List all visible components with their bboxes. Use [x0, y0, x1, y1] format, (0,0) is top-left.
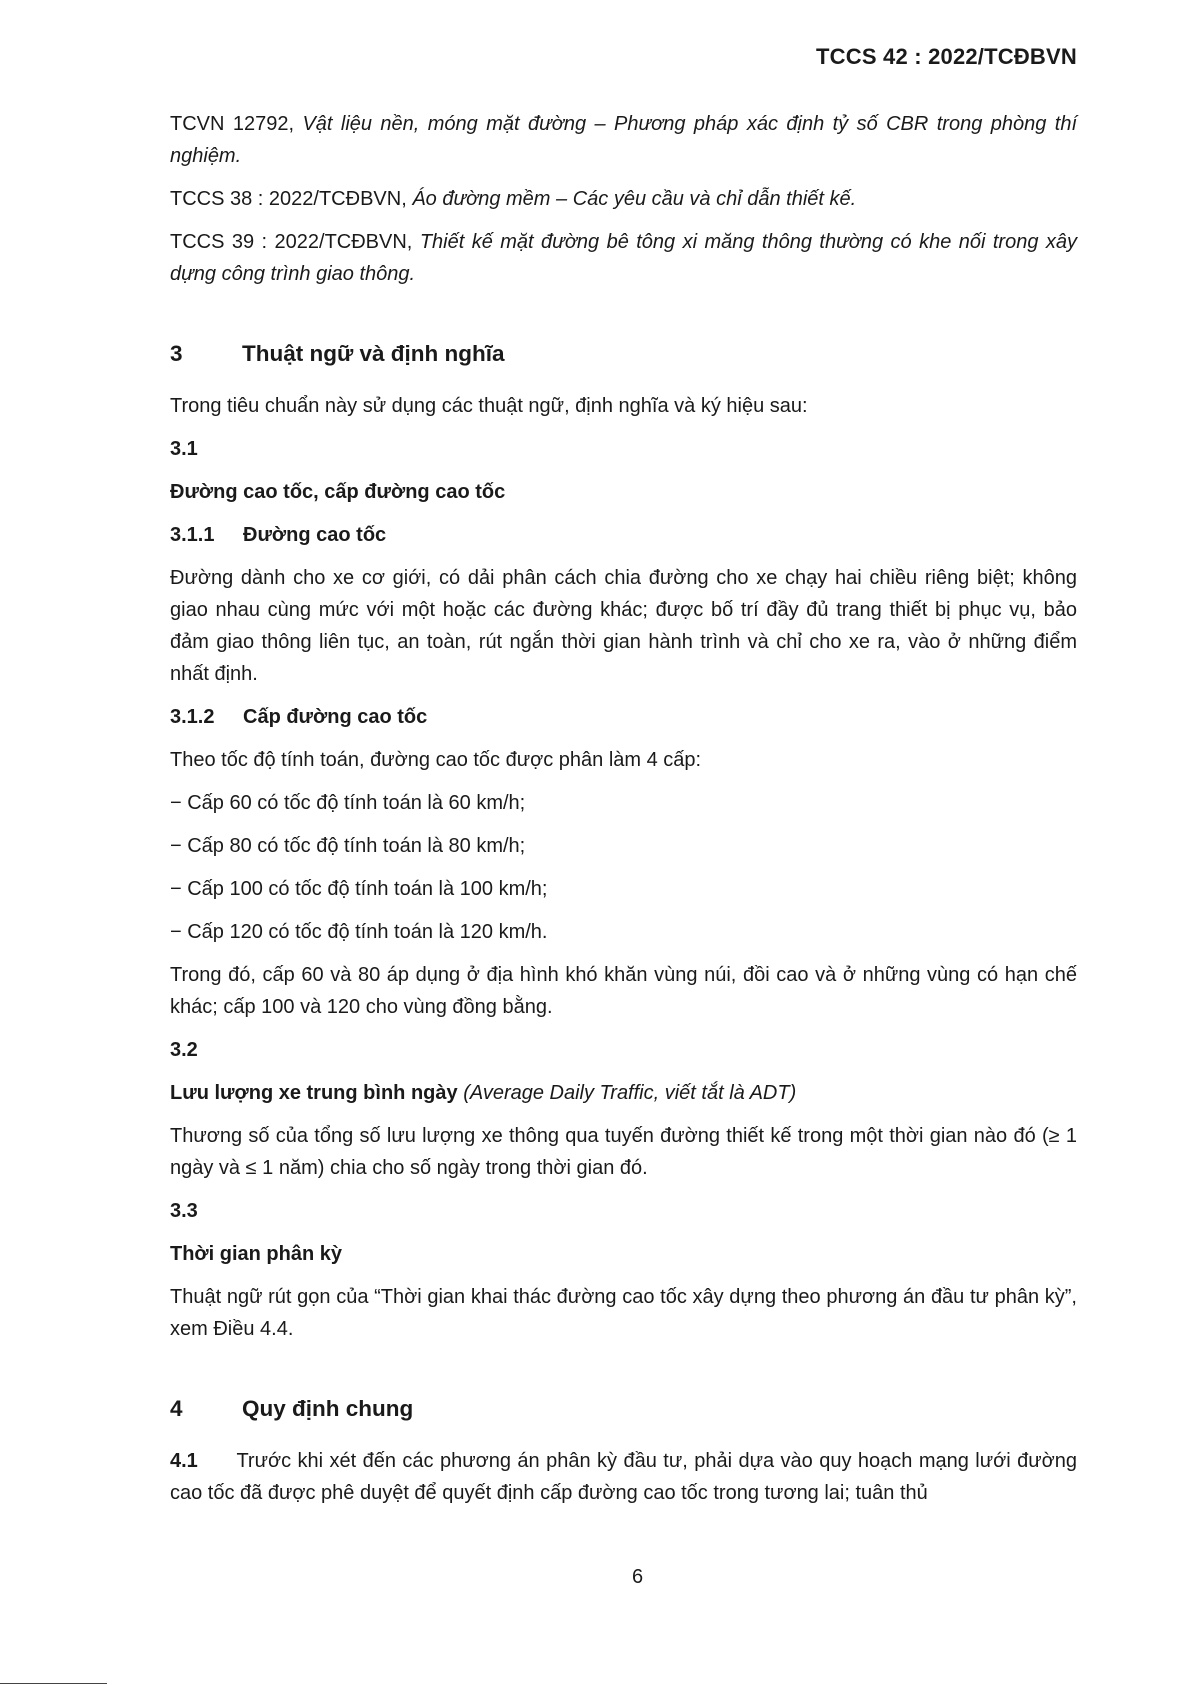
- clause-3-3-title: Thời gian phân kỳ: [170, 1243, 343, 1265]
- reference-code: TCCS 38 : 2022/TCĐBVN,: [170, 188, 407, 210]
- reference-code: TCCS 39 : 2022/TCĐBVN,: [170, 231, 413, 253]
- clause-3-1-2-note: Trong đó, cấp 60 và 80 áp dụng ở địa hình khó khăn vùng núi, đồi cao và ở những vùng có hạn chế khác; cấp 100 và 120 cho vùng đồng bằng.: [170, 964, 1077, 1018]
- reference-item: [170, 183, 1077, 215]
- document-code-header: TCCS 42 : 2022/TCĐBVN: [816, 44, 1077, 69]
- reference-title: Thiết kế mặt đường bê tông xi măng thông thường có khe nối trong xây dựng công trình giao thông.: [170, 231, 1078, 285]
- reference-title: Vật liệu nền, móng mặt đường – Phương pháp xác định tỷ số CBR trong phòng thí nghiệm.: [170, 113, 1078, 167]
- section-4-heading: [170, 1393, 1077, 1425]
- reference-item: [170, 108, 1077, 172]
- list-item: − Cấp 60 có tốc độ tính toán là 60 km/h;: [170, 792, 526, 814]
- reference-item: [170, 226, 1077, 290]
- list-item: − Cấp 120 có tốc độ tính toán là 120 km/h.: [170, 921, 548, 943]
- section-title: Thuật ngữ và định nghĩa: [242, 341, 505, 366]
- clause-4-1: [170, 1445, 1077, 1509]
- reference-code: TCVN 12792,: [170, 113, 295, 135]
- clause-3-1-1-text: Đường dành cho xe cơ giới, có dải phân cách chia đường cho xe chạy hai chiều riêng biệt; không giao nhau cùng mức với một hoặc các đường khác; được bố trí đầy đủ trang thiết bị phục vụ, bảo đảm giao thông liên tục, an toàn, rút ngắn thời gian hành trình và chỉ cho xe ra, vào ở những điểm nhất định.: [170, 567, 1077, 685]
- page-content: [170, 108, 1077, 1509]
- term-title: Lưu lượng xe trung bình ngày: [170, 1082, 458, 1104]
- clause-3-3-text: Thuật ngữ rút gọn của “Thời gian khai thác đường cao tốc xây dựng theo phương án đầu tư phân kỳ”, xem Điều 4.4.: [170, 1286, 1077, 1340]
- footer-divider: [0, 1683, 107, 1684]
- clause-3-1-2-heading: [170, 701, 1077, 733]
- section-number: 4: [170, 1396, 183, 1421]
- page-number: 6: [631, 1566, 644, 1588]
- section-3-heading: [170, 338, 1077, 370]
- term-english: (Average Daily Traffic, viết tắt là ADT): [463, 1082, 797, 1104]
- clause-3-1-number: 3.1: [170, 438, 198, 460]
- clause-3-2-title: [170, 1077, 1077, 1109]
- clause-title: Đường cao tốc: [243, 524, 387, 546]
- clause-text: Trước khi xét đến các phương án phân kỳ đầu tư, phải dựa vào quy hoạch mạng lưới đường cao tốc đã được phê duyệt để quyết định cấp đường cao tốc trong tương lai; tuân thủ: [170, 1450, 1077, 1504]
- clause-number: 4.1: [170, 1450, 198, 1472]
- list-item: − Cấp 80 có tốc độ tính toán là 80 km/h;: [170, 835, 526, 857]
- clause-title: Cấp đường cao tốc: [243, 706, 428, 728]
- section-3-intro: Trong tiêu chuẩn này sử dụng các thuật ngữ, định nghĩa và ký hiệu sau:: [170, 395, 808, 417]
- clause-3-1-title: Đường cao tốc, cấp đường cao tốc: [170, 481, 506, 503]
- section-title: Quy định chung: [242, 1396, 414, 1421]
- clause-3-2-number: 3.2: [170, 1039, 198, 1061]
- clause-3-1-1-heading: [170, 519, 1077, 551]
- clause-number: 3.1.2: [170, 706, 215, 728]
- reference-title: Áo đường mềm – Các yêu cầu và chỉ dẫn thiết kế.: [412, 188, 857, 210]
- clause-number: 3.1.1: [170, 524, 215, 546]
- list-item: − Cấp 100 có tốc độ tính toán là 100 km/h;: [170, 878, 548, 900]
- clause-3-2-text: Thương số của tổng số lưu lượng xe thông qua tuyến đường thiết kế trong một thời gian nào đó (≥ 1 ngày và ≤ 1 năm) chia cho số ngày trong thời gian đó.: [170, 1125, 1077, 1179]
- section-number: 3: [170, 341, 183, 366]
- clause-3-3-number: 3.3: [170, 1200, 198, 1222]
- clause-3-1-2-intro: Theo tốc độ tính toán, đường cao tốc được phân làm 4 cấp:: [170, 749, 702, 771]
